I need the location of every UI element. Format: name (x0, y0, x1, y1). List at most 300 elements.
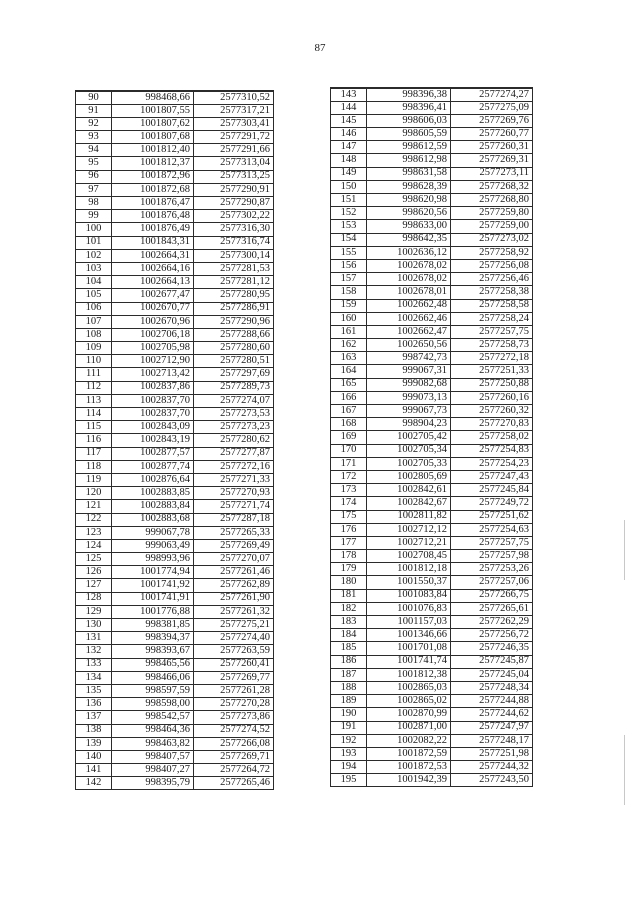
y-coordinate-cell: 2577258,92 (451, 246, 533, 259)
x-coordinate-cell: 1002712,21 (367, 536, 451, 549)
table-row (76, 289, 274, 302)
y-coordinate-cell: 2577244,88 (451, 695, 533, 708)
y-coordinate-cell: 2577273,02 (451, 233, 533, 246)
point-number-cell: 187 (331, 668, 367, 681)
table-row (331, 695, 533, 708)
y-coordinate-cell: 2577259,00 (451, 220, 533, 233)
point-number-cell: 140 (76, 750, 112, 763)
table-row (331, 167, 533, 180)
y-coordinate-cell: 2577269,77 (194, 671, 274, 684)
point-number-cell: 98 (76, 197, 112, 210)
point-number-cell: 95 (76, 157, 112, 170)
point-number-cell: 109 (76, 342, 112, 355)
table-row (76, 315, 274, 328)
y-coordinate-cell: 2577266,75 (451, 589, 533, 602)
y-coordinate-cell: 2577274,52 (194, 724, 274, 737)
table-row (76, 605, 274, 618)
coordinates-table-right (330, 87, 533, 787)
point-number-cell: 93 (76, 131, 112, 144)
x-coordinate-cell: 1002705,98 (112, 342, 194, 355)
x-coordinate-cell: 1002706,18 (112, 328, 194, 341)
table-row (76, 619, 274, 632)
y-coordinate-cell: 2577291,72 (194, 131, 274, 144)
table-row (76, 698, 274, 711)
x-coordinate-cell: 998633,00 (367, 220, 451, 233)
table-row (76, 671, 274, 684)
x-coordinate-cell: 1001157,03 (367, 616, 451, 629)
point-number-cell: 150 (331, 180, 367, 193)
y-coordinate-cell: 2577287,18 (194, 513, 274, 526)
table-row (76, 131, 274, 144)
y-coordinate-cell: 2577272,18 (451, 352, 533, 365)
point-number-cell: 179 (331, 563, 367, 576)
point-number-cell: 166 (331, 391, 367, 404)
table-row (331, 642, 533, 655)
y-coordinate-cell: 2577257,98 (451, 550, 533, 563)
x-coordinate-cell: 998742,73 (367, 352, 451, 365)
table-row (76, 566, 274, 579)
table-row (76, 447, 274, 460)
table-row (331, 365, 533, 378)
point-number-cell: 112 (76, 381, 112, 394)
x-coordinate-cell: 1002708,45 (367, 550, 451, 563)
y-coordinate-cell: 2577261,32 (194, 605, 274, 618)
point-number-cell: 162 (331, 339, 367, 352)
point-number-cell: 132 (76, 645, 112, 658)
y-coordinate-cell: 2577273,23 (194, 421, 274, 434)
y-coordinate-cell: 2577258,38 (451, 286, 533, 299)
y-coordinate-cell: 2577303,41 (194, 117, 274, 130)
table-row (331, 141, 533, 154)
point-number-cell: 134 (76, 671, 112, 684)
table-row (76, 539, 274, 552)
table-row (76, 394, 274, 407)
x-coordinate-cell: 998542,57 (112, 711, 194, 724)
table-row (331, 457, 533, 470)
table-row (76, 421, 274, 434)
x-coordinate-cell: 1001083,84 (367, 589, 451, 602)
y-coordinate-cell: 2577274,07 (194, 394, 274, 407)
point-number-cell: 193 (331, 747, 367, 760)
y-coordinate-cell: 2577269,71 (194, 750, 274, 763)
point-number-cell: 97 (76, 183, 112, 196)
x-coordinate-cell: 1002650,56 (367, 339, 451, 352)
point-number-cell: 183 (331, 616, 367, 629)
point-number-cell: 110 (76, 355, 112, 368)
x-coordinate-cell: 998407,57 (112, 750, 194, 763)
x-coordinate-cell: 998597,59 (112, 684, 194, 697)
table-row (331, 708, 533, 721)
y-coordinate-cell: 2577251,33 (451, 365, 533, 378)
point-number-cell: 171 (331, 457, 367, 470)
table-row (331, 761, 533, 774)
y-coordinate-cell: 2577244,32 (451, 761, 533, 774)
point-number-cell: 144 (331, 101, 367, 114)
point-number-cell: 195 (331, 774, 367, 787)
point-number-cell: 111 (76, 368, 112, 381)
point-number-cell: 96 (76, 170, 112, 183)
table-row (76, 223, 274, 236)
table-row (331, 536, 533, 549)
x-coordinate-cell: 1001076,83 (367, 602, 451, 615)
y-coordinate-cell: 2577273,53 (194, 408, 274, 421)
x-coordinate-cell: 1002678,02 (367, 259, 451, 272)
point-number-cell: 106 (76, 302, 112, 315)
table-row (331, 233, 533, 246)
table-row (76, 724, 274, 737)
x-coordinate-cell: 1001807,55 (112, 104, 194, 117)
point-number-cell: 146 (331, 128, 367, 141)
y-coordinate-cell: 2577247,43 (451, 470, 533, 483)
point-number-cell: 186 (331, 655, 367, 668)
y-coordinate-cell: 2577257,75 (451, 536, 533, 549)
y-coordinate-cell: 2577275,09 (451, 101, 533, 114)
point-number-cell: 145 (331, 114, 367, 127)
y-coordinate-cell: 2577260,41 (194, 658, 274, 671)
point-number-cell: 118 (76, 460, 112, 473)
y-coordinate-cell: 2577260,31 (451, 141, 533, 154)
table-row (331, 101, 533, 114)
scan-artifact-line (624, 520, 625, 580)
table-row (76, 460, 274, 473)
table-row (331, 484, 533, 497)
table-row (76, 276, 274, 289)
table-row (331, 299, 533, 312)
x-coordinate-cell: 998642,35 (367, 233, 451, 246)
x-coordinate-cell: 998464,36 (112, 724, 194, 737)
y-coordinate-cell: 2577243,50 (451, 774, 533, 787)
y-coordinate-cell: 2577256,72 (451, 629, 533, 642)
x-coordinate-cell: 1002705,34 (367, 444, 451, 457)
y-coordinate-cell: 2577275,21 (194, 619, 274, 632)
x-coordinate-cell: 1002713,42 (112, 368, 194, 381)
y-coordinate-cell: 2577268,32 (451, 180, 533, 193)
x-coordinate-cell: 1001550,37 (367, 576, 451, 589)
point-number-cell: 133 (76, 658, 112, 671)
point-number-cell: 124 (76, 539, 112, 552)
table-row (76, 500, 274, 513)
y-coordinate-cell: 2577258,02 (451, 431, 533, 444)
x-coordinate-cell: 1001876,48 (112, 210, 194, 223)
y-coordinate-cell: 2577246,35 (451, 642, 533, 655)
point-number-cell: 169 (331, 431, 367, 444)
x-coordinate-cell: 1001876,49 (112, 223, 194, 236)
x-coordinate-cell: 999073,13 (367, 391, 451, 404)
x-coordinate-cell: 1002712,12 (367, 523, 451, 536)
x-coordinate-cell: 1002662,48 (367, 299, 451, 312)
table-row (331, 470, 533, 483)
y-coordinate-cell: 2577290,87 (194, 197, 274, 210)
x-coordinate-cell: 1002805,69 (367, 470, 451, 483)
table-row (76, 302, 274, 315)
y-coordinate-cell: 2577256,08 (451, 259, 533, 272)
table-row (331, 246, 533, 259)
x-coordinate-cell: 1001807,68 (112, 131, 194, 144)
x-coordinate-cell: 1001701,08 (367, 642, 451, 655)
table-row (76, 408, 274, 421)
y-coordinate-cell: 2577277,87 (194, 447, 274, 460)
point-number-cell: 194 (331, 761, 367, 774)
point-number-cell: 160 (331, 312, 367, 325)
y-coordinate-cell: 2577316,74 (194, 236, 274, 249)
table-row (76, 513, 274, 526)
point-number-cell: 188 (331, 681, 367, 694)
x-coordinate-cell: 998468,66 (112, 91, 194, 104)
point-number-cell: 105 (76, 289, 112, 302)
point-number-cell: 190 (331, 708, 367, 721)
y-coordinate-cell: 2577259,80 (451, 207, 533, 220)
table-row (331, 523, 533, 536)
y-coordinate-cell: 2577261,28 (194, 684, 274, 697)
table-row (76, 91, 274, 104)
table-row (76, 526, 274, 539)
y-coordinate-cell: 2577254,23 (451, 457, 533, 470)
table-row (331, 616, 533, 629)
x-coordinate-cell: 1002678,02 (367, 273, 451, 286)
table-row (331, 681, 533, 694)
x-coordinate-cell: 999067,73 (367, 405, 451, 418)
point-number-cell: 92 (76, 117, 112, 130)
x-coordinate-cell: 1002843,19 (112, 434, 194, 447)
table-row (331, 563, 533, 576)
table-row (76, 645, 274, 658)
table-row (331, 220, 533, 233)
table-row (331, 655, 533, 668)
table-row (331, 391, 533, 404)
table-row (331, 339, 533, 352)
x-coordinate-cell: 998381,85 (112, 619, 194, 632)
y-coordinate-cell: 2577245,04 (451, 668, 533, 681)
x-coordinate-cell: 1002678,01 (367, 286, 451, 299)
y-coordinate-cell: 2577256,46 (451, 273, 533, 286)
point-number-cell: 123 (76, 526, 112, 539)
point-number-cell: 158 (331, 286, 367, 299)
point-number-cell: 139 (76, 737, 112, 750)
table-row (76, 170, 274, 183)
x-coordinate-cell: 998407,27 (112, 764, 194, 777)
table-row (76, 157, 274, 170)
point-number-cell: 172 (331, 470, 367, 483)
point-number-cell: 192 (331, 734, 367, 747)
y-coordinate-cell: 2577258,24 (451, 312, 533, 325)
x-coordinate-cell: 1002636,12 (367, 246, 451, 259)
y-coordinate-cell: 2577270,28 (194, 698, 274, 711)
y-coordinate-cell: 2577280,95 (194, 289, 274, 302)
x-coordinate-cell: 998612,59 (367, 141, 451, 154)
point-number-cell: 100 (76, 223, 112, 236)
x-coordinate-cell: 1001872,96 (112, 170, 194, 183)
point-number-cell: 163 (331, 352, 367, 365)
x-coordinate-cell: 998631,58 (367, 167, 451, 180)
x-coordinate-cell: 1002837,86 (112, 381, 194, 394)
table-row (76, 249, 274, 262)
x-coordinate-cell: 1002837,70 (112, 394, 194, 407)
point-number-cell: 170 (331, 444, 367, 457)
point-number-cell: 189 (331, 695, 367, 708)
point-number-cell: 107 (76, 315, 112, 328)
page-number: 87 (314, 42, 326, 54)
point-number-cell: 151 (331, 194, 367, 207)
y-coordinate-cell: 2577247,97 (451, 721, 533, 734)
table-row (76, 777, 274, 790)
x-coordinate-cell: 1001741,92 (112, 579, 194, 592)
x-coordinate-cell: 1001942,39 (367, 774, 451, 787)
point-number-cell: 125 (76, 553, 112, 566)
x-coordinate-cell: 1002883,68 (112, 513, 194, 526)
table-row (76, 487, 274, 500)
point-number-cell: 138 (76, 724, 112, 737)
y-coordinate-cell: 2577269,76 (451, 114, 533, 127)
y-coordinate-cell: 2577248,34 (451, 681, 533, 694)
y-coordinate-cell: 2577291,66 (194, 144, 274, 157)
point-number-cell: 121 (76, 500, 112, 513)
y-coordinate-cell: 2577272,16 (194, 460, 274, 473)
x-coordinate-cell: 998628,39 (367, 180, 451, 193)
y-coordinate-cell: 2577265,33 (194, 526, 274, 539)
table-row (76, 262, 274, 275)
x-coordinate-cell: 1001876,47 (112, 197, 194, 210)
point-number-cell: 168 (331, 418, 367, 431)
x-coordinate-cell: 1001812,18 (367, 563, 451, 576)
x-coordinate-cell: 1001812,37 (112, 157, 194, 170)
table-row (331, 325, 533, 338)
table-row (76, 342, 274, 355)
table-row (76, 368, 274, 381)
point-number-cell: 129 (76, 605, 112, 618)
y-coordinate-cell: 2577274,40 (194, 632, 274, 645)
x-coordinate-cell: 998620,98 (367, 194, 451, 207)
point-number-cell: 119 (76, 473, 112, 486)
table-row (331, 497, 533, 510)
table-row (331, 444, 533, 457)
table-row (331, 194, 533, 207)
x-coordinate-cell: 1002677,47 (112, 289, 194, 302)
x-coordinate-cell: 998465,56 (112, 658, 194, 671)
table-row (331, 721, 533, 734)
x-coordinate-cell: 1002883,85 (112, 487, 194, 500)
point-number-cell: 173 (331, 484, 367, 497)
x-coordinate-cell: 1002664,16 (112, 262, 194, 275)
point-number-cell: 126 (76, 566, 112, 579)
point-number-cell: 176 (331, 523, 367, 536)
y-coordinate-cell: 2577269,31 (451, 154, 533, 167)
point-number-cell: 113 (76, 394, 112, 407)
x-coordinate-cell: 1002877,57 (112, 447, 194, 460)
y-coordinate-cell: 2577263,59 (194, 645, 274, 658)
point-number-cell: 104 (76, 276, 112, 289)
table-body (76, 91, 274, 790)
table-row (331, 286, 533, 299)
point-number-cell: 130 (76, 619, 112, 632)
y-coordinate-cell: 2577260,77 (451, 128, 533, 141)
table-row (76, 658, 274, 671)
y-coordinate-cell: 2577257,06 (451, 576, 533, 589)
y-coordinate-cell: 2577290,91 (194, 183, 274, 196)
x-coordinate-cell: 998396,38 (367, 88, 451, 101)
y-coordinate-cell: 2577251,98 (451, 747, 533, 760)
point-number-cell: 128 (76, 592, 112, 605)
table-row (331, 352, 533, 365)
x-coordinate-cell: 998598,00 (112, 698, 194, 711)
y-coordinate-cell: 2577274,27 (451, 88, 533, 101)
table-row (331, 668, 533, 681)
table-row (331, 312, 533, 325)
x-coordinate-cell: 998395,79 (112, 777, 194, 790)
y-coordinate-cell: 2577261,90 (194, 592, 274, 605)
point-number-cell: 137 (76, 711, 112, 724)
point-number-cell: 182 (331, 602, 367, 615)
y-coordinate-cell: 2577288,66 (194, 328, 274, 341)
x-coordinate-cell: 1001346,66 (367, 629, 451, 642)
y-coordinate-cell: 2577258,73 (451, 339, 533, 352)
x-coordinate-cell: 998394,37 (112, 632, 194, 645)
y-coordinate-cell: 2577250,88 (451, 378, 533, 391)
table-row (331, 378, 533, 391)
y-coordinate-cell: 2577254,83 (451, 444, 533, 457)
point-number-cell: 108 (76, 328, 112, 341)
point-number-cell: 142 (76, 777, 112, 790)
table-row (76, 684, 274, 697)
y-coordinate-cell: 2577290,96 (194, 315, 274, 328)
table-row (76, 592, 274, 605)
point-number-cell: 174 (331, 497, 367, 510)
y-coordinate-cell: 2577271,33 (194, 473, 274, 486)
point-number-cell: 175 (331, 510, 367, 523)
y-coordinate-cell: 2577262,29 (451, 616, 533, 629)
y-coordinate-cell: 2577262,89 (194, 579, 274, 592)
point-number-cell: 114 (76, 408, 112, 421)
point-number-cell: 99 (76, 210, 112, 223)
table-row (331, 550, 533, 563)
x-coordinate-cell: 1002883,84 (112, 500, 194, 513)
table-row (76, 117, 274, 130)
y-coordinate-cell: 2577317,21 (194, 104, 274, 117)
point-number-cell: 91 (76, 104, 112, 117)
y-coordinate-cell: 2577270,93 (194, 487, 274, 500)
y-coordinate-cell: 2577266,08 (194, 737, 274, 750)
table-row (76, 764, 274, 777)
y-coordinate-cell: 2577260,32 (451, 405, 533, 418)
table-row (76, 711, 274, 724)
x-coordinate-cell: 998393,67 (112, 645, 194, 658)
y-coordinate-cell: 2577261,46 (194, 566, 274, 579)
x-coordinate-cell: 1002664,13 (112, 276, 194, 289)
point-number-cell: 117 (76, 447, 112, 460)
x-coordinate-cell: 998466,06 (112, 671, 194, 684)
x-coordinate-cell: 998396,41 (367, 101, 451, 114)
point-number-cell: 141 (76, 764, 112, 777)
point-number-cell: 165 (331, 378, 367, 391)
point-number-cell: 164 (331, 365, 367, 378)
x-coordinate-cell: 999067,78 (112, 526, 194, 539)
y-coordinate-cell: 2577265,61 (451, 602, 533, 615)
table-row (76, 434, 274, 447)
x-coordinate-cell: 1002662,47 (367, 325, 451, 338)
table-row (76, 737, 274, 750)
table-row (76, 750, 274, 763)
x-coordinate-cell: 1002837,70 (112, 408, 194, 421)
point-number-cell: 191 (331, 721, 367, 734)
point-number-cell: 115 (76, 421, 112, 434)
table-row (331, 589, 533, 602)
x-coordinate-cell: 998993,96 (112, 553, 194, 566)
y-coordinate-cell: 2577280,60 (194, 342, 274, 355)
point-number-cell: 127 (76, 579, 112, 592)
x-coordinate-cell: 1001774,94 (112, 566, 194, 579)
y-coordinate-cell: 2577245,87 (451, 655, 533, 668)
table-row (331, 154, 533, 167)
x-coordinate-cell: 1001872,68 (112, 183, 194, 196)
